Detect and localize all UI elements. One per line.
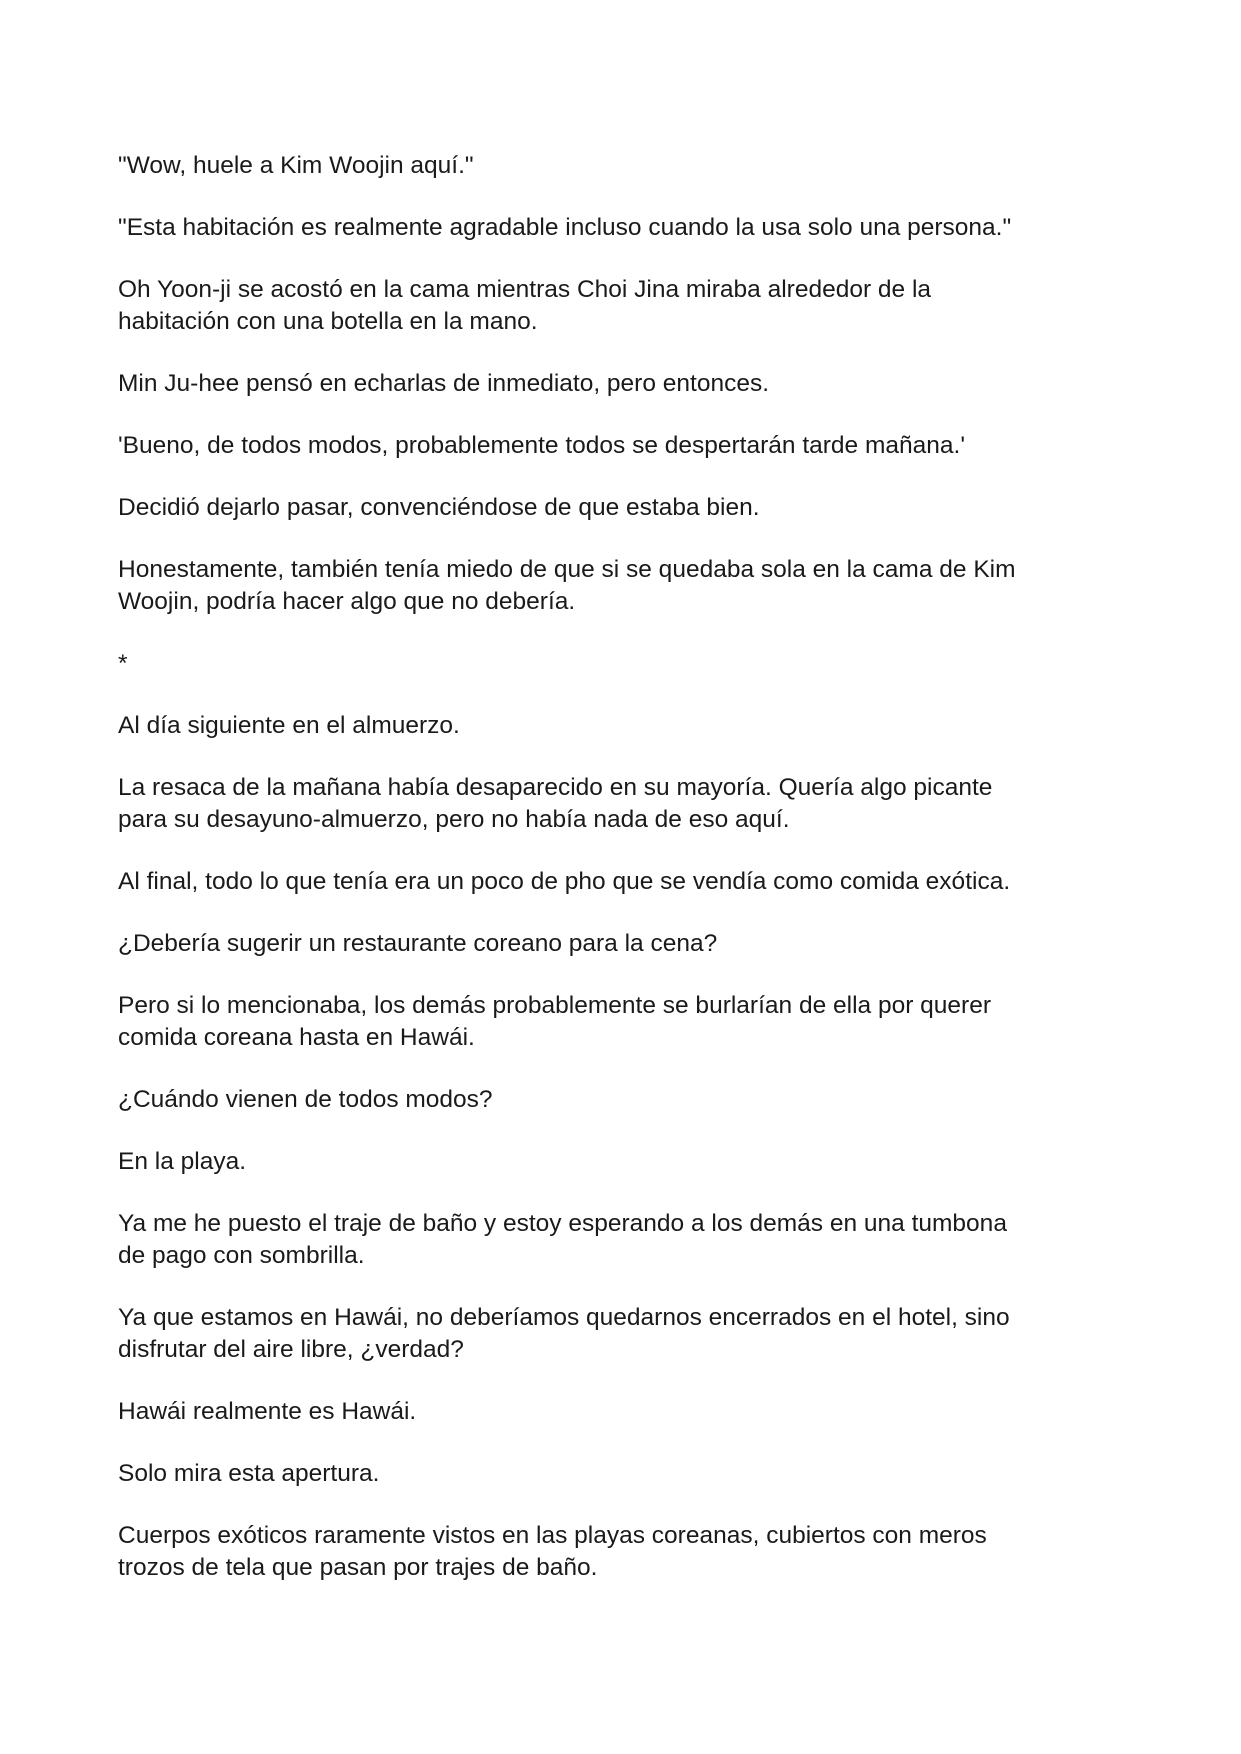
paragraph: Honestamente, también tenía miedo de que si se quedaba sola en la cama de Kim Woojin, podría hacer algo que no debería. bbox=[118, 556, 1016, 615]
paragraph: Hawái realmente es Hawái. bbox=[118, 1398, 417, 1425]
document-body bbox=[118, 150, 1128, 1614]
paragraph: Cuerpos exóticos raramente vistos en las playas coreanas, cubiertos con meros trozos de tela que pasan por trajes de baño. bbox=[118, 1522, 987, 1581]
paragraph: Decidió dejarlo pasar, convenciéndose de que estaba bien. bbox=[118, 494, 760, 521]
section-break: * bbox=[118, 650, 128, 677]
paragraph: Solo mira esta apertura. bbox=[118, 1460, 380, 1487]
paragraph: Al final, todo lo que tenía era un poco de pho que se vendía como comida exótica. bbox=[118, 868, 1011, 895]
paragraph: "Wow, huele a Kim Woojin aquí." bbox=[118, 152, 474, 179]
paragraph: Ya que estamos en Hawái, no deberíamos quedarnos encerrados en el hotel, sino disfrutar del aire libre, ¿verdad? bbox=[118, 1304, 1010, 1363]
paragraph: Oh Yoon-ji se acostó en la cama mientras Choi Jina miraba alrededor de la habitación con una botella en la mano. bbox=[118, 276, 932, 335]
paragraph: 'Bueno, de todos modos, probablemente todos se despertarán tarde mañana.' bbox=[118, 432, 965, 459]
paragraph: Min Ju-hee pensó en echarlas de inmediato, pero entonces. bbox=[118, 370, 770, 397]
paragraph: ¿Debería sugerir un restaurante coreano para la cena? bbox=[118, 930, 718, 957]
paragraph: En la playa. bbox=[118, 1148, 247, 1175]
paragraph: Pero si lo mencionaba, los demás probablemente se burlarían de ella por querer comida coreana hasta en Hawái. bbox=[118, 992, 991, 1051]
paragraph: Al día siguiente en el almuerzo. bbox=[118, 712, 460, 739]
paragraph: "Esta habitación es realmente agradable incluso cuando la usa solo una persona." bbox=[118, 214, 1012, 241]
paragraph: ¿Cuándo vienen de todos modos? bbox=[118, 1086, 493, 1113]
paragraph: Ya me he puesto el traje de baño y estoy esperando a los demás en una tumbona de pago con sombrilla. bbox=[118, 1210, 1007, 1269]
paragraph: La resaca de la mañana había desaparecido en su mayoría. Quería algo picante para su desayuno-almuerzo, pero no había nada de eso aquí. bbox=[118, 774, 993, 833]
